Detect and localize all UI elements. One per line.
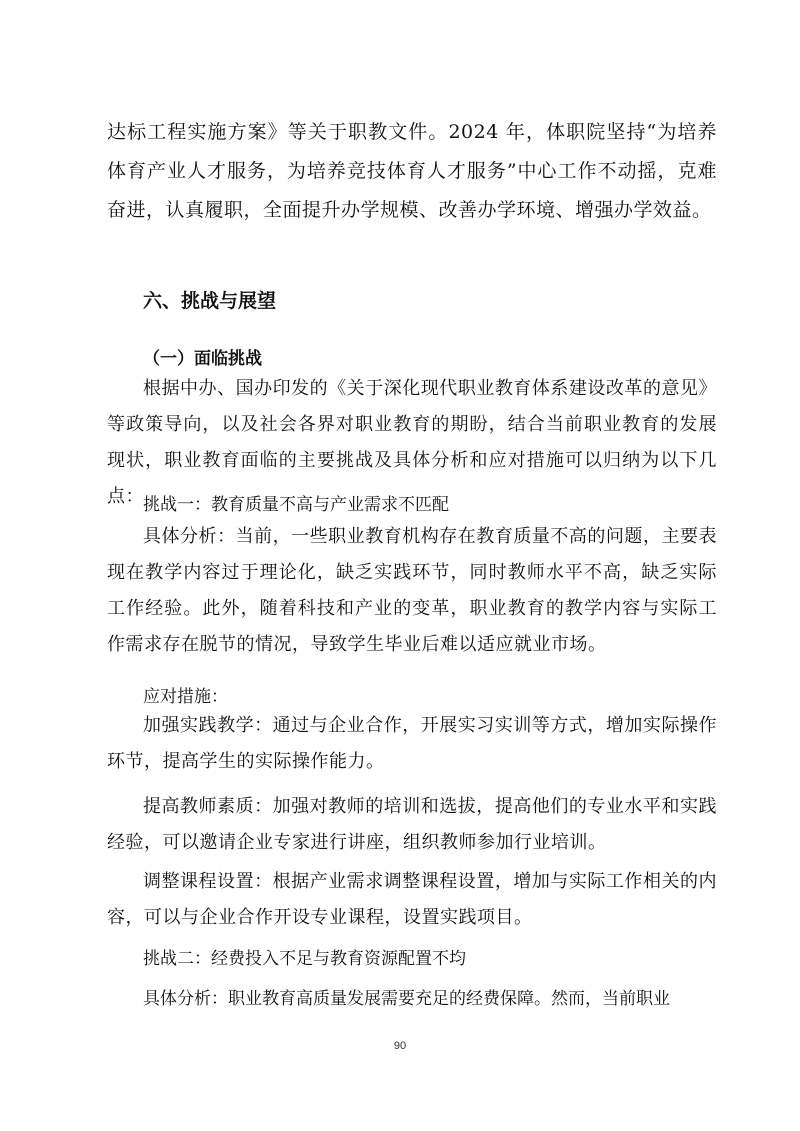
- section-heading: 六、挑战与展望: [143, 290, 277, 312]
- challenge-2-title: 挑战二：经费投入不足与教育资源配置不均: [143, 949, 466, 969]
- measure-2: 提高教师素质：加强对教师的培训和选拔，提高他们的专业水平和实践经验，可以邀请企业专家进行讲座，组织教师参加行业培训。: [107, 796, 717, 853]
- challenge-1-analysis: 具体分析：当前，一些职业教育机构存在教育质量不高的问题，主要表现在教学内容过于理论化，缺乏实践环节，同时教师水平不高，缺乏实际工作经验。此外，随着科技和产业的变革，职业教育的教学内容与实际工作需求存在脱节的情况，导致学生毕业后难以适应就业市场。: [107, 526, 717, 655]
- challenge-2-analysis-start: 具体分析：职业教育高质量发展需要充足的经费保障。然而，当前职业: [143, 989, 670, 1009]
- measures-label: 应对措施：: [143, 687, 228, 707]
- challenge-1-title: 挑战一：教育质量不高与产业需求不匹配: [143, 495, 449, 515]
- measure-1: 加强实践教学：通过与企业合作，开展实习实训等方式，增加实际操作环节，提高学生的实际操作能力。: [107, 715, 717, 772]
- intro-paragraph: 达标工程实施方案》等关于职教文件。2024 年，体职院坚持“为培养体育产业人才服务，为培养竞技体育人才服务”中心工作不动摇，克难奋进，认真履职，全面提升办学规模、改善办学环境、增强办学效益。: [107, 121, 717, 221]
- subsection-heading: （一）面临挑战: [143, 349, 262, 369]
- measure-3: 调整课程设置：根据产业需求调整课程设置，增加与实际工作相关的内容，可以与企业合作开设专业课程，设置实践项目。: [107, 871, 717, 928]
- policy-paragraph: 根据中办、国办印发的《关于深化现代职业教育体系建设改革的意见》等政策导向，以及社会各界对职业教育的期盼，结合当前职业教育的发展现状，职业教育面临的主要挑战及具体分析和应对措施可以归纳为以下几点：: [107, 378, 717, 507]
- page-number: 90: [393, 1040, 407, 1052]
